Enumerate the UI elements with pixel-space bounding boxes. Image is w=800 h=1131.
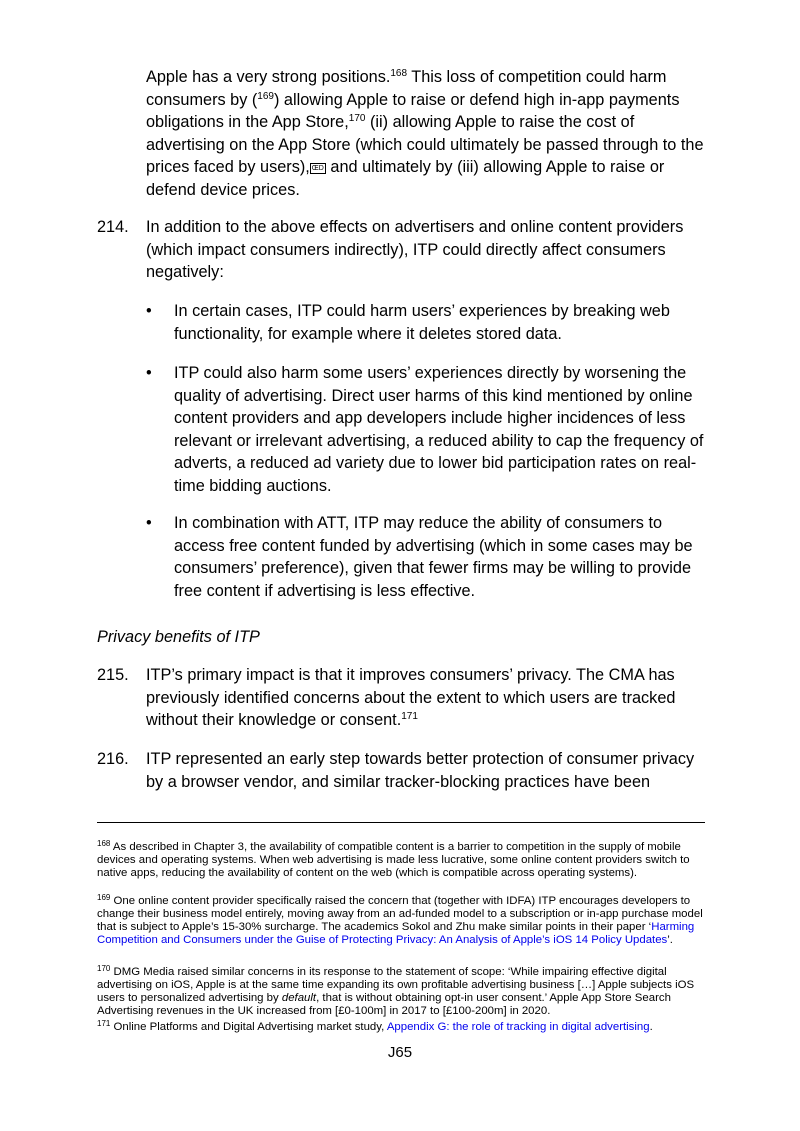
paragraph-216 bbox=[97, 748, 712, 793]
footnote-171 bbox=[97, 1021, 709, 1034]
paragraph-number: 215. bbox=[97, 666, 129, 684]
footnote-ref-169[interactable]: 169 bbox=[257, 90, 274, 102]
continuation-text-4: (ii) allowing Apple to raise the cost of advertising on the App Store (which could ultimately be passed through to the prices faced by users), bbox=[146, 113, 704, 176]
footnote-169 bbox=[97, 895, 709, 947]
bullet-item-1 bbox=[146, 300, 711, 345]
footnote-number: 168 bbox=[97, 839, 111, 848]
missing-glyph-box: ŒD bbox=[311, 165, 324, 172]
section-heading: Privacy benefits of ITP bbox=[97, 628, 260, 646]
paragraph-text bbox=[146, 664, 712, 732]
bullet-item-3 bbox=[146, 512, 711, 602]
footnote-168 bbox=[97, 841, 709, 880]
continuation-paragraph bbox=[146, 66, 711, 201]
paragraph-text: ITP represented an early step towards better protection of consumer privacy by a browser vendor, and similar tracker-blocking practices have been bbox=[146, 750, 695, 791]
footnote-text: DMG Media raised similar concerns in its response to the statement of scope: ‘While impairing effective digital advertising on iOS, Apple is at the same time expanding its own profitable advertising business […] Apple subjects iOS users to personalized advertising by bbox=[97, 966, 695, 1004]
footnote-text: As described in Chapter 3, the availability of compatible content is a barrier to competition in the supply of mobile devices and operating systems. When web advertising is made less lucrative, some online content providers switch to native apps, reducing the availability of content on the web (which is compatible across operating systems). bbox=[97, 841, 690, 879]
paragraph-number: 216. bbox=[97, 750, 129, 768]
bullet-text: In certain cases, ITP could harm users’ experiences by breaking web functionality, for example where it deletes stored data. bbox=[174, 302, 670, 343]
footnote-text-end: . bbox=[649, 1021, 653, 1033]
bullet-icon: • bbox=[146, 514, 152, 532]
footnote-text-end: ’. bbox=[667, 933, 673, 946]
footnote-italic-word: default bbox=[281, 991, 317, 1004]
page-number: J65 bbox=[387, 1044, 413, 1061]
footnote-ref-168[interactable]: 168 bbox=[390, 68, 408, 79]
paragraph-215 bbox=[97, 664, 712, 732]
footnote-text: One online content provider specifically raised the concern that (together with IDFA) ITP encourages developers to change their business model entirely, moving away from an ad-funded model to a subscription or in-app purchase model that is subject to Apple’s 15-30% surcharge. The academics Sokol and Zhu make similar points in their paper ‘ bbox=[97, 895, 703, 933]
footnote-text: Online Platforms and Digital Advertising market study, bbox=[110, 1021, 387, 1033]
footnote-link-sokol-zhu[interactable]: Harming Competition and Consumers under the Guise of Protecting Privacy: An Analysis of Apple’s iOS 14 Policy Updates bbox=[97, 920, 695, 946]
footnote-number: 169 bbox=[97, 893, 111, 902]
bullet-icon: • bbox=[146, 302, 152, 320]
bullet-text: In combination with ATT, ITP may reduce the ability of consumers to access free content funded by advertising (which in some cases may be consumers’ preference), given that fewer firms may be willing to provide free content if advertising is less effective. bbox=[174, 514, 693, 600]
continuation-text-2: This loss of competition could harm consumers by ( bbox=[146, 68, 667, 109]
bullet-icon: • bbox=[146, 364, 152, 382]
continuation-text-3: ) allowing Apple to raise or defend high in-app payments obligations in the App Store, bbox=[146, 90, 680, 131]
footnote-divider bbox=[97, 822, 705, 823]
paragraph-215-body: ITP’s primary impact is that it improves consumers’ privacy. The CMA has previously identified concerns about the extent to which users are tracked without their knowledge or consent. bbox=[146, 666, 676, 729]
footnote-ref-171[interactable]: 171 bbox=[401, 711, 418, 722]
continuation-text-5: and ultimately by (iii) allowing Apple to raise or defend device prices. bbox=[146, 158, 665, 199]
footnote-link-appendix-g[interactable]: Appendix G: the role of tracking in digital advertising bbox=[386, 1021, 650, 1033]
continuation-text-1: Apple has a very strong positions. bbox=[146, 68, 391, 86]
footnote-ref-170[interactable]: 170 bbox=[348, 113, 366, 124]
paragraph-214 bbox=[97, 216, 712, 284]
footnote-text-end: , that is without obtaining opt-in user consent.’ Apple App Store Search Advertising revenues in the UK increased from [£0-100m] in 2017 to [£100-200m] in 2020. bbox=[97, 991, 671, 1017]
paragraph-number: 214. bbox=[97, 218, 129, 236]
bullet-item-2 bbox=[146, 362, 711, 497]
paragraph-text: In addition to the above effects on advertisers and online content providers (which impact consumers indirectly), ITP could directly affect consumers negatively: bbox=[146, 218, 684, 281]
bullet-text: ITP could also harm some users’ experiences directly by worsening the quality of advertising. Direct user harms of this kind mentioned by online content providers and app developers include higher incidences of less relevant or irrelevant advertising, a reduced ability to cap the frequency of adverts, a reduced ad variety due to lower bid participation rates on real-time bidding auctions. bbox=[174, 364, 704, 495]
footnote-170 bbox=[97, 966, 709, 1018]
footnote-number: 170 bbox=[97, 964, 111, 973]
footnote-number: 171 bbox=[97, 1019, 111, 1028]
